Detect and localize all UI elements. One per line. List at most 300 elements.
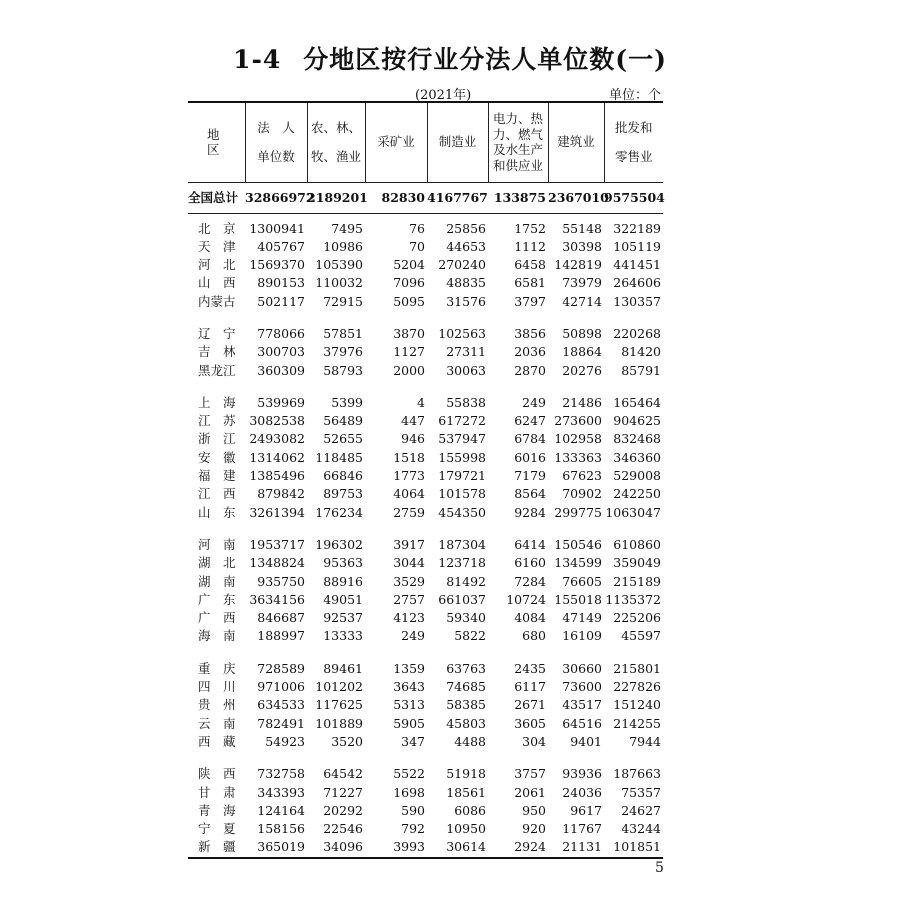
column-header-line: 牧、渔业 [310,149,361,165]
value-cell: 56489 [323,413,363,429]
value-cell: 55838 [446,394,486,410]
region-name: 西 藏 [198,733,236,749]
region-name: 广 西 [198,610,236,626]
value-cell: 5522 [393,766,425,782]
value-cell: 58385 [446,697,486,713]
table-row [188,325,663,343]
value-cell: 45803 [446,715,486,731]
value-cell: 950 [522,802,546,818]
value-cell: 66846 [323,468,363,484]
value-cell: 1112 [514,238,546,254]
value-cell: 63763 [446,660,486,676]
value-cell: 47149 [562,610,602,626]
value-cell: 30614 [427,838,488,857]
value-cell: 72915 [323,293,363,309]
value-cell: 49051 [323,591,363,607]
value-cell: 4123 [393,610,425,626]
region-name: 内蒙古 [198,293,236,309]
value-cell: 16109 [562,628,602,644]
column-header-line: 建筑业 [557,134,595,150]
value-cell: 9401 [570,733,602,749]
value-cell: 57851 [323,325,363,341]
value-cell: 55148 [562,220,602,236]
spacer-cell [188,522,663,536]
value-cell: 165464 [613,394,661,410]
table-row [188,238,663,256]
region-name: 四 川 [198,679,236,695]
value-cell: 10950 [446,821,486,837]
value-cell: 3993 [365,838,427,857]
value-cell: 732758 [257,766,305,782]
value-cell: 6414 [514,536,546,552]
value-cell: 73979 [562,275,602,291]
value-cell: 1127 [393,344,425,360]
table-title-text: 分地区按行业分法人单位数(一) [303,45,667,74]
table-row [188,449,663,467]
value-cell: 2924 [488,838,548,857]
region-name: 北 京 [198,220,236,236]
group-spacer [188,380,663,394]
column-header-line: 零售业 [614,149,653,165]
value-cell: 110032 [315,275,363,291]
value-cell: 133363 [554,449,602,465]
region-name: 安 徽 [198,449,236,465]
spacer-cell [188,646,663,660]
value-cell: 2493082 [249,431,305,447]
value-cell: 590 [401,802,425,818]
group-spacer [188,646,663,660]
statistics-table [188,101,663,859]
value-cell: 130357 [613,293,661,309]
value-cell: 123718 [438,555,486,571]
value-cell: 30398 [562,238,602,254]
value-cell: 7284 [514,573,546,589]
value-cell: 43244 [621,821,661,837]
value-cell: 1773 [393,468,425,484]
table-row [188,343,663,361]
value-cell: 76605 [562,573,602,589]
column-header-line: 制造业 [438,134,477,150]
region-name: 江 苏 [198,413,236,429]
value-cell: 3870 [393,325,425,341]
table-row [188,554,663,572]
value-cell: 6117 [514,679,546,695]
region-name: 陕 西 [198,766,236,782]
value-cell: 3520 [331,733,363,749]
value-cell: 9575504 [604,182,663,213]
value-cell: 10724 [506,591,546,607]
value-cell: 105390 [315,257,363,273]
column-header-line: 采矿业 [377,134,415,150]
value-cell: 3757 [514,766,546,782]
table-row [188,573,663,591]
value-cell: 7944 [629,733,661,749]
value-cell: 2757 [393,591,425,607]
value-cell: 133875 [488,182,548,213]
region-name: 甘 肃 [198,784,236,800]
value-cell: 215801 [613,660,661,676]
region-name: 辽 宁 [198,325,236,341]
value-cell: 454350 [438,504,486,520]
table-row [188,485,663,503]
value-cell: 44653 [446,238,486,254]
value-cell: 11767 [562,821,602,837]
value-cell: 21486 [562,394,602,410]
table-row [188,715,663,733]
value-cell: 20276 [562,362,602,378]
value-cell: 935750 [257,573,305,589]
value-cell: 93936 [562,766,602,782]
value-cell: 117625 [315,697,363,713]
value-cell: 346360 [613,449,661,465]
value-cell: 187663 [613,766,661,782]
value-cell: 5905 [393,715,425,731]
region-name: 浙 江 [198,431,236,447]
value-cell: 5399 [331,394,363,410]
value-cell: 89753 [323,486,363,502]
value-cell: 101889 [315,715,363,731]
value-cell: 70902 [562,486,602,502]
value-cell: 3529 [393,573,425,589]
value-cell: 1348824 [249,555,305,571]
value-cell: 539969 [257,394,305,410]
column-header-line: 及水生产 [492,142,543,158]
value-cell: 6784 [514,431,546,447]
value-cell: 89461 [323,660,363,676]
table-row [188,802,663,820]
table-row [188,536,663,554]
table-row [188,696,663,714]
value-cell: 102563 [438,325,486,341]
value-cell: 188997 [257,628,305,644]
value-cell: 502117 [257,293,305,309]
column-header-1 [245,102,307,182]
value-cell: 322189 [613,220,661,236]
value-cell: 101202 [315,679,363,695]
value-cell: 846687 [257,610,305,626]
value-cell: 71227 [323,784,363,800]
value-cell: 249 [522,394,546,410]
value-cell: 45597 [621,628,661,644]
value-cell: 102958 [554,431,602,447]
value-cell: 360309 [257,362,305,378]
region-name: 贵 州 [198,697,236,713]
value-cell: 6016 [514,449,546,465]
region-name: 上 海 [198,394,236,410]
region-name: 重 庆 [198,660,236,676]
value-cell: 359049 [613,555,661,571]
group-spacer [188,522,663,536]
table-header-row [188,102,663,182]
region-name: 山 西 [198,275,236,291]
value-cell: 1359 [393,660,425,676]
value-cell: 22546 [323,821,363,837]
value-cell: 151240 [613,697,661,713]
table-row [188,627,663,645]
column-header-line: 批发和 [614,119,653,135]
table-row [188,430,663,448]
table-row [188,784,663,802]
value-cell: 304 [522,733,546,749]
value-cell: 2000 [393,362,425,378]
value-cell: 24036 [562,784,602,800]
value-cell: 2189201 [307,182,365,213]
table-row [188,733,663,751]
value-cell: 59340 [446,610,486,626]
value-cell: 904625 [613,413,661,429]
value-cell: 187304 [438,536,486,552]
value-cell: 249 [401,628,425,644]
value-cell: 946 [401,431,425,447]
column-header-3 [365,102,427,182]
value-cell: 1300941 [249,220,305,236]
value-cell: 365019 [245,838,307,857]
value-cell: 5095 [393,293,425,309]
value-cell: 21131 [548,838,604,857]
table-title [0,40,900,76]
value-cell: 5313 [393,697,425,713]
group-spacer [188,311,663,325]
spacer-cell [188,311,663,325]
column-header-5 [488,102,548,182]
table-row [188,293,663,311]
value-cell: 18864 [562,344,602,360]
value-cell: 176234 [315,504,363,520]
value-cell: 76 [409,220,425,236]
value-cell: 3261394 [249,504,305,520]
value-cell: 9284 [514,504,546,520]
value-cell: 85791 [621,362,661,378]
value-cell: 27311 [446,344,486,360]
value-cell: 18561 [446,784,486,800]
value-cell: 2036 [514,344,546,360]
value-cell: 7179 [514,468,546,484]
value-cell: 264606 [613,275,661,291]
value-cell: 1698 [393,784,425,800]
value-cell: 37976 [323,344,363,360]
value-cell: 30063 [446,362,486,378]
value-cell: 215189 [613,573,661,589]
value-cell: 82830 [365,182,427,213]
region-name: 黑龙江 [198,362,236,378]
value-cell: 347 [401,733,425,749]
value-cell: 30660 [562,660,602,676]
value-cell: 74685 [446,679,486,695]
value-cell: 51918 [446,766,486,782]
region-name: 广 东 [198,591,236,607]
value-cell: 3797 [514,293,546,309]
value-cell: 142819 [554,257,602,273]
value-cell: 92537 [323,610,363,626]
value-cell: 343393 [257,784,305,800]
value-cell: 10986 [323,238,363,254]
spacer-cell [188,380,663,394]
value-cell: 2367010 [548,182,604,213]
value-cell: 782491 [257,715,305,731]
column-header-line: 地 区 [206,126,261,158]
value-cell: 2759 [393,504,425,520]
value-cell: 118485 [315,449,363,465]
value-cell: 537947 [438,431,486,447]
value-cell: 20292 [323,802,363,818]
value-cell: 6247 [514,413,546,429]
value-cell: 155018 [554,591,602,607]
value-cell: 4 [417,394,425,410]
value-cell: 6458 [514,257,546,273]
value-cell: 4167767 [427,182,488,213]
value-cell: 8564 [514,486,546,502]
table-row [188,660,663,678]
value-cell: 405767 [257,238,305,254]
region-name: 云 南 [198,715,236,731]
value-cell: 75357 [621,784,661,800]
value-cell: 54923 [265,733,305,749]
value-cell: 81492 [446,573,486,589]
table-row [188,609,663,627]
region-name: 湖 南 [198,573,236,589]
value-cell: 73600 [562,679,602,695]
value-cell: 610860 [613,536,661,552]
table-row [188,220,663,238]
column-header-line: 法 人 [257,119,295,135]
value-cell: 64516 [562,715,602,731]
value-cell: 155998 [438,449,486,465]
table-row [188,412,663,430]
value-cell: 5204 [393,257,425,273]
page-number: 5 [655,860,664,876]
value-cell: 220268 [613,325,661,341]
value-cell: 150546 [554,536,602,552]
value-cell: 299775 [554,504,602,520]
value-cell: 2671 [514,697,546,713]
group-spacer [188,751,663,765]
column-header-line: 电力、热 [492,111,543,126]
column-header-line: 和供应业 [492,157,543,173]
value-cell: 1518 [393,449,425,465]
value-cell: 70 [409,238,425,254]
value-cell: 634533 [257,697,305,713]
value-cell: 1953717 [249,536,305,552]
value-cell: 6581 [514,275,546,291]
value-cell: 58793 [323,362,363,378]
value-cell: 680 [522,628,546,644]
value-cell: 1752 [514,220,546,236]
value-cell: 67623 [562,468,602,484]
table-row [188,274,663,292]
value-cell: 196302 [315,536,363,552]
region-name: 江 西 [198,486,236,502]
value-cell: 441451 [613,257,661,273]
region-name: 海 南 [198,628,236,644]
table-row [188,362,663,380]
value-cell: 2435 [514,660,546,676]
value-cell: 214255 [613,715,661,731]
table-row [188,467,663,485]
total-row [188,182,663,213]
region-name: 福 建 [198,468,236,484]
region-name: 天 津 [198,238,236,254]
region-name: 河 北 [198,257,236,273]
value-cell: 242250 [613,486,661,502]
value-cell: 1063047 [605,504,661,520]
value-cell: 34096 [307,838,365,857]
region-name: 全国总计 [188,182,245,213]
column-header-0 [188,102,261,182]
value-cell: 3856 [514,325,546,341]
region-name: 吉 林 [198,344,236,360]
value-cell: 971006 [257,679,305,695]
table-row [188,591,663,609]
column-header-line: 单位数 [257,149,295,165]
value-cell: 1385496 [249,468,305,484]
table-row [188,678,663,696]
region-name: 宁 夏 [198,821,236,837]
value-cell: 95363 [323,555,363,571]
column-header-line: 农、林、 [310,119,361,135]
value-cell: 13333 [323,628,363,644]
column-header-2 [307,102,365,182]
value-cell: 101578 [438,486,486,502]
value-cell: 920 [522,821,546,837]
spacer-cell [188,751,663,765]
value-cell: 728589 [257,660,305,676]
region-name: 河 南 [198,536,236,552]
value-cell: 4064 [393,486,425,502]
value-cell: 7495 [331,220,363,236]
value-cell: 50898 [562,325,602,341]
column-header-line: 力、燃气 [492,126,543,142]
value-cell: 6086 [454,802,486,818]
value-cell: 6160 [514,555,546,571]
column-header-4 [427,102,488,182]
value-cell: 778066 [257,325,305,341]
table-row [188,820,663,838]
value-cell: 2870 [514,362,546,378]
value-cell: 101851 [604,838,663,857]
value-cell: 447 [401,413,425,429]
table-row [188,838,663,857]
value-cell: 270240 [438,257,486,273]
value-cell: 3082538 [249,413,305,429]
value-cell: 3634156 [249,591,305,607]
value-cell: 88916 [323,573,363,589]
value-cell: 3643 [393,679,425,695]
region-name: 新 疆 [188,838,245,857]
region-name: 山 东 [198,504,236,520]
value-cell: 1135372 [605,591,661,607]
value-cell: 3917 [393,536,425,552]
value-cell: 124164 [257,802,305,818]
value-cell: 134599 [554,555,602,571]
value-cell: 32866972 [245,182,307,213]
value-cell: 81420 [621,344,661,360]
value-cell: 105119 [613,238,661,254]
value-cell: 1314062 [249,449,305,465]
column-header-6 [548,102,604,182]
value-cell: 3044 [393,555,425,571]
region-name: 湖 北 [198,555,236,571]
value-cell: 879842 [257,486,305,502]
value-cell: 832468 [613,431,661,447]
unit-note: 单位：个 [609,88,662,103]
value-cell: 617272 [438,413,486,429]
value-cell: 43517 [562,697,602,713]
value-cell: 227826 [613,679,661,695]
value-cell: 179721 [438,468,486,484]
table-row [188,765,663,783]
value-cell: 273600 [554,413,602,429]
value-cell: 2061 [514,784,546,800]
